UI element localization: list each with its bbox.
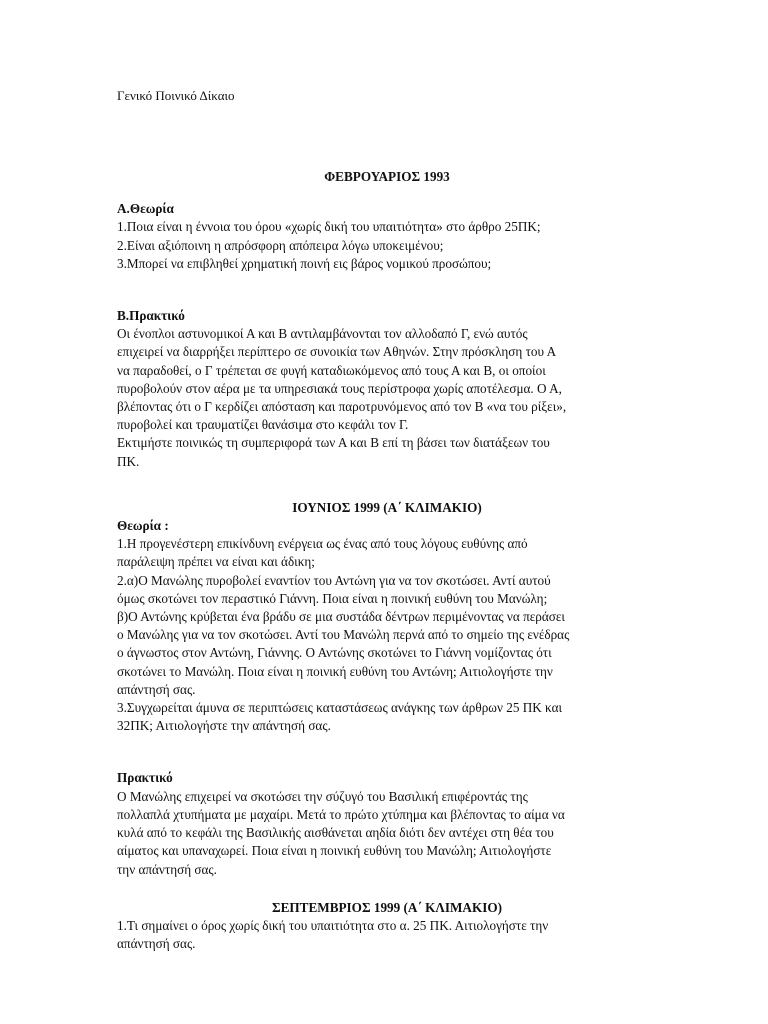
practice-line: Εκτιμήστε ποινικώς τη συμπεριφορά των Α και Β επί τη βάσει των διατάξεων του bbox=[117, 435, 550, 451]
theory-line: όμως σκοτώνει τον περαστικό Γιάννη. Ποια είναι η ποινική ευθύνη του Μανώλη; bbox=[117, 590, 548, 606]
practice-line: βλέποντας ότι ο Γ κερδίζει απόσταση και παροτρυνόμενος από τον Β «να του ρίξει», bbox=[117, 399, 567, 415]
theory-line: 2.α)Ο Μανώλης πυροβολεί εναντίον του Αντώνη για να τον σκοτώσει. Αντί αυτού bbox=[117, 572, 551, 588]
section-title-sep1999: ΣΕΠΤΕΜΒΡΙΟΣ 1999 (Α΄ ΚΛΙΜΑΚΙΟ) bbox=[271, 899, 502, 915]
questions-block-sep1999 bbox=[117, 917, 657, 953]
practice-line: πολλαπλά χτυπήματα με μαχαίρι. Μετά το πρώτο χτύπημα και βλέποντας το αίμα να bbox=[117, 806, 565, 822]
theory-line: 32ΠΚ; Αιτιολογήστε την απάντησή σας. bbox=[117, 718, 331, 734]
theory-block-jun1999 bbox=[117, 535, 657, 735]
theory-heading-feb1993: Α.Θεωρία bbox=[117, 201, 174, 217]
practice-line: να παραδοθεί, ο Γ τρέπεται σε φυγή καταδιωκόμενος από τους Α και Β, οι οποίοι bbox=[117, 362, 546, 378]
practice-line: Οι ένοπλοι αστυνομικοί Α και Β αντιλαμβάνονται τον αλλοδαπό Γ, ενώ αυτός bbox=[117, 326, 528, 342]
document-header: Γενικό Ποινικό Δίκαιο bbox=[117, 88, 235, 103]
practice-block-feb1993 bbox=[117, 325, 657, 471]
document-body bbox=[117, 168, 657, 953]
question-line: απάντησή σας. bbox=[117, 936, 196, 952]
theory-line: παράλειψη πρέπει να είναι και άδικη; bbox=[117, 554, 315, 570]
theory-line: σκοτώνει το Μανώλη. Ποια είναι η ποινική ευθύνη του Αντώνη; Αιτιολογήστε την bbox=[117, 663, 553, 679]
theory-heading-jun1999: Θεωρία : bbox=[117, 518, 169, 534]
practice-line: επιχειρεί να διαρρήξει περίπτερο σε συνοικία των Αθηνών. Στην πρόσκληση του Α bbox=[117, 344, 557, 360]
practice-line: Ο Μανώλης επιχειρεί να σκοτώσει την σύζυγό του Βασιλική επιφέροντάς της bbox=[117, 788, 528, 804]
practice-line: πυροβολούν στον αέρα με τα υπηρεσιακά τους περίστροφα χωρίς αποτέλεσμα. Ο Α, bbox=[117, 380, 562, 396]
practice-line: αίματος και υπαναχωρεί. Ποια είναι η ποινική ευθύνη του Μανώλη; Αιτιολογήστε bbox=[117, 843, 552, 859]
section-title-feb1993: ΦΕΒΡΟΥΑΡΙΟΣ 1993 bbox=[324, 169, 450, 184]
theory-line: απάντησή σας. bbox=[117, 681, 196, 697]
theory-line: ο άγνωστος στον Αντώνη, Γιάννης. Ο Αντώνης σκοτώνει το Γιάννη νομίζοντας ότι bbox=[117, 645, 552, 661]
practice-line: την απάντησή σας. bbox=[117, 861, 217, 877]
theory-line: β)Ο Αντώνης κρύβεται ένα βράδυ σε μια συστάδα δέντρων περιμένοντας να περάσει bbox=[117, 609, 565, 625]
practice-line: κυλά από το κεφάλι της Βασιλικής αισθάνεται αηδία διότι δεν αντέχει στη θέα του bbox=[117, 825, 554, 841]
theory-line: 3.Μπορεί να επιβληθεί χρηματική ποινή εις βάρος νομικού προσώπου; bbox=[117, 255, 492, 271]
practice-heading-feb1993: Β.Πρακτικό bbox=[117, 308, 185, 324]
practice-block-jun1999 bbox=[117, 788, 657, 879]
theory-line: 2.Είναι αξιόποινη η απρόσφορη απόπειρα λόγω υποκειμένου; bbox=[117, 237, 444, 253]
theory-line: 1.Η προγενέστερη επικίνδυνη ενέργεια ως ένας από τους λόγους ευθύνης από bbox=[117, 536, 528, 552]
section-title-jun1999: ΙΟΥΝΙΟΣ 1999 (Α΄ ΚΛΙΜΑΚΙΟ) bbox=[292, 499, 482, 515]
practice-heading-jun1999: Πρακτικό bbox=[117, 770, 173, 786]
theory-block-feb1993 bbox=[117, 218, 657, 273]
practice-line: ΠΚ. bbox=[117, 453, 140, 469]
theory-line: 1.Ποια είναι η έννοια του όρου «χωρίς δική του υπαιτιότητα» στο άρθρο 25ΠΚ; bbox=[117, 219, 541, 235]
practice-line: πυροβολεί και τραυματίζει θανάσιμα στο κεφάλι τον Γ. bbox=[117, 417, 409, 433]
theory-line: 3.Συγχωρείται άμυνα σε περιπτώσεις καταστάσεως ανάγκης των άρθρων 25 ΠΚ και bbox=[117, 700, 563, 716]
theory-line: ο Μανώλης για να τον σκοτώσει. Αντί του Μανώλη περνά από το σημείο της ενέδρας bbox=[117, 627, 570, 643]
question-line: 1.Τι σημαίνει ο όρος χωρίς δική του υπαιτιότητα στο α. 25 ΠΚ. Αιτιολογήστε την bbox=[117, 917, 549, 933]
